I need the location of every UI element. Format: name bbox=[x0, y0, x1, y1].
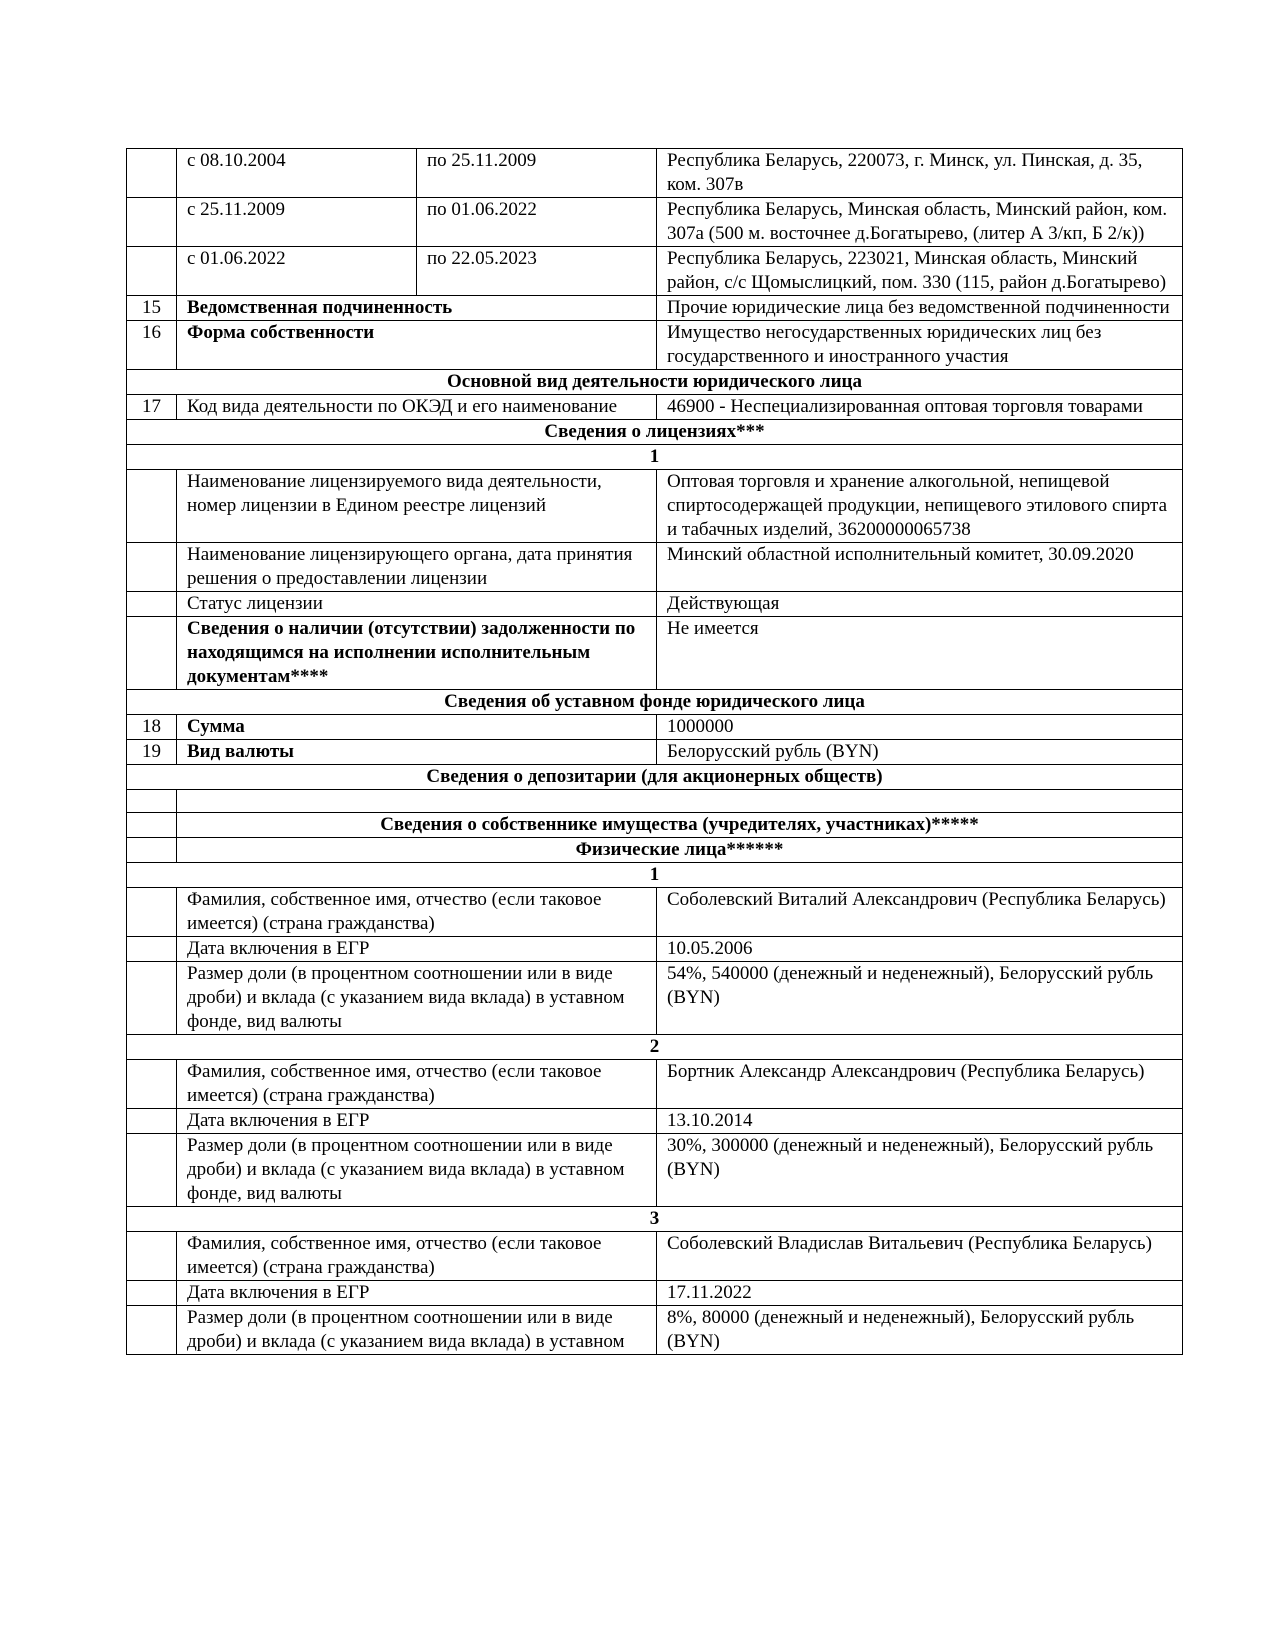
cell-empty bbox=[127, 543, 177, 592]
section-title: Сведения о лицензиях*** bbox=[127, 420, 1183, 445]
field-label: Фамилия, собственное имя, отчество (если таковое имеется) (страна гражданства) bbox=[177, 1232, 657, 1281]
cell-empty bbox=[127, 617, 177, 690]
address-to: по 01.06.2022 bbox=[417, 198, 657, 247]
cell-empty bbox=[127, 247, 177, 296]
field-value: Минский областной исполнительный комитет, 30.09.2020 bbox=[657, 543, 1183, 592]
field-value: Имущество негосударственных юридических лиц без государственного и иностранного участия bbox=[657, 321, 1183, 370]
row-number: 18 bbox=[127, 715, 177, 740]
field-value: 54%, 540000 (денежный и неденежный), Белорусский рубль (BYN) bbox=[657, 962, 1183, 1035]
field-label: Фамилия, собственное имя, отчество (если таковое имеется) (страна гражданства) bbox=[177, 1060, 657, 1109]
field-value: 46900 - Неспециализированная оптовая торговля товарами bbox=[657, 395, 1183, 420]
section-title: Основной вид деятельности юридического лица bbox=[127, 370, 1183, 395]
field-label: Наименование лицензирующего органа, дата принятия решения о предоставлении лицензии bbox=[177, 543, 657, 592]
person-fio-row bbox=[127, 888, 1183, 937]
person-fio-row bbox=[127, 1232, 1183, 1281]
address-from: с 25.11.2009 bbox=[177, 198, 417, 247]
field-label: Размер доли (в процентном соотношении или в виде дроби) и вклада (с указанием вида вклада) в уставном bbox=[177, 1306, 657, 1355]
license-index: 1 bbox=[127, 445, 1183, 470]
license-index-row bbox=[127, 445, 1183, 470]
field-label: Вид валюты bbox=[177, 740, 657, 765]
address-from: с 08.10.2004 bbox=[177, 149, 417, 198]
address-value: Республика Беларусь, 220073, г. Минск, ул. Пинская, д. 35, ком. 307в bbox=[657, 149, 1183, 198]
field-label: Дата включения в ЕГР bbox=[177, 937, 657, 962]
person-share-row bbox=[127, 1134, 1183, 1207]
cell-empty bbox=[127, 1109, 177, 1134]
row-number: 19 bbox=[127, 740, 177, 765]
cell-empty bbox=[127, 1281, 177, 1306]
field-value: 1000000 bbox=[657, 715, 1183, 740]
section-header-persons bbox=[127, 838, 1183, 863]
address-value: Республика Беларусь, Минская область, Минский район, ком. 307а (500 м. восточнее д.Богатырево, (литер А 3/кп, Б 2/к)) bbox=[657, 198, 1183, 247]
section-title: Физические лица****** bbox=[177, 838, 1183, 863]
field-label: Код вида деятельности по ОКЭД и его наименование bbox=[177, 395, 657, 420]
license-debt-row bbox=[127, 617, 1183, 690]
address-row bbox=[127, 198, 1183, 247]
person-index-row bbox=[127, 1207, 1183, 1232]
person-share-row bbox=[127, 1306, 1183, 1355]
field-value: 10.05.2006 bbox=[657, 937, 1183, 962]
cell-empty bbox=[127, 838, 177, 863]
field-label: Размер доли (в процентном соотношении или в виде дроби) и вклада (с указанием вида вклада) в уставном фонде, вид валюты bbox=[177, 1134, 657, 1207]
section-header-fund bbox=[127, 690, 1183, 715]
person-date-row bbox=[127, 1109, 1183, 1134]
field-label: Дата включения в ЕГР bbox=[177, 1281, 657, 1306]
row-number: 15 bbox=[127, 296, 177, 321]
field-label: Ведомственная подчиненность bbox=[177, 296, 657, 321]
section-header-activity bbox=[127, 370, 1183, 395]
field-label: Дата включения в ЕГР bbox=[177, 1109, 657, 1134]
cell-empty bbox=[127, 470, 177, 543]
item-15-row bbox=[127, 296, 1183, 321]
person-index: 1 bbox=[127, 863, 1183, 888]
cell-empty bbox=[177, 790, 1183, 813]
license-name-row bbox=[127, 470, 1183, 543]
section-header-owners bbox=[127, 813, 1183, 838]
depositary-empty-row bbox=[127, 790, 1183, 813]
address-row bbox=[127, 247, 1183, 296]
field-label: Сведения о наличии (отсутствии) задолженности по находящимся на исполнении исполнительным документам**** bbox=[177, 617, 657, 690]
address-from: с 01.06.2022 bbox=[177, 247, 417, 296]
cell-empty bbox=[127, 790, 177, 813]
cell-empty bbox=[127, 888, 177, 937]
item-18-row bbox=[127, 715, 1183, 740]
cell-empty bbox=[127, 813, 177, 838]
license-status-row bbox=[127, 592, 1183, 617]
field-value: Соболевский Виталий Александрович (Республика Беларусь) bbox=[657, 888, 1183, 937]
field-value: Белорусский рубль (BYN) bbox=[657, 740, 1183, 765]
address-value: Республика Беларусь, 223021, Минская область, Минский район, с/с Щомыслицкий, пом. 330 (115, район д.Богатырево) bbox=[657, 247, 1183, 296]
row-number: 16 bbox=[127, 321, 177, 370]
field-value: 13.10.2014 bbox=[657, 1109, 1183, 1134]
cell-empty bbox=[127, 1060, 177, 1109]
field-value: Бортник Александр Александрович (Республика Беларусь) bbox=[657, 1060, 1183, 1109]
address-to: по 25.11.2009 bbox=[417, 149, 657, 198]
section-header-depositary bbox=[127, 765, 1183, 790]
row-number: 17 bbox=[127, 395, 177, 420]
license-organ-row bbox=[127, 543, 1183, 592]
field-label: Наименование лицензируемого вида деятельности, номер лицензии в Едином реестре лицензий bbox=[177, 470, 657, 543]
person-fio-row bbox=[127, 1060, 1183, 1109]
field-value: Действующая bbox=[657, 592, 1183, 617]
cell-empty bbox=[127, 198, 177, 247]
person-share-row bbox=[127, 962, 1183, 1035]
address-to: по 22.05.2023 bbox=[417, 247, 657, 296]
cell-empty bbox=[127, 962, 177, 1035]
field-label: Фамилия, собственное имя, отчество (если таковое имеется) (страна гражданства) bbox=[177, 888, 657, 937]
field-label: Сумма bbox=[177, 715, 657, 740]
address-row bbox=[127, 149, 1183, 198]
cell-empty bbox=[127, 592, 177, 617]
person-date-row bbox=[127, 1281, 1183, 1306]
item-17-row bbox=[127, 395, 1183, 420]
field-value: 17.11.2022 bbox=[657, 1281, 1183, 1306]
person-index-row bbox=[127, 1035, 1183, 1060]
person-date-row bbox=[127, 937, 1183, 962]
field-value: Прочие юридические лица без ведомственной подчиненности bbox=[657, 296, 1183, 321]
field-value: Не имеется bbox=[657, 617, 1183, 690]
field-label: Размер доли (в процентном соотношении или в виде дроби) и вклада (с указанием вида вклада) в уставном фонде, вид валюты bbox=[177, 962, 657, 1035]
cell-empty bbox=[127, 1232, 177, 1281]
registry-table bbox=[126, 148, 1183, 1355]
field-value: Оптовая торговля и хранение алкогольной, непищевой спиртосодержащей продукции, непищевого этилового спирта и табачных изделий, 36200000065738 bbox=[657, 470, 1183, 543]
person-index-row bbox=[127, 863, 1183, 888]
field-value: 30%, 300000 (денежный и неденежный), Белорусский рубль (BYN) bbox=[657, 1134, 1183, 1207]
person-index: 3 bbox=[127, 1207, 1183, 1232]
cell-empty bbox=[127, 1134, 177, 1207]
cell-empty bbox=[127, 1306, 177, 1355]
section-title: Сведения о собственнике имущества (учредителях, участниках)***** bbox=[177, 813, 1183, 838]
section-header-licenses bbox=[127, 420, 1183, 445]
cell-empty bbox=[127, 149, 177, 198]
field-label: Статус лицензии bbox=[177, 592, 657, 617]
section-title: Сведения о депозитарии (для акционерных обществ) bbox=[127, 765, 1183, 790]
field-label: Форма собственности bbox=[177, 321, 657, 370]
cell-empty bbox=[127, 937, 177, 962]
field-value: Соболевский Владислав Витальевич (Республика Беларусь) bbox=[657, 1232, 1183, 1281]
person-index: 2 bbox=[127, 1035, 1183, 1060]
item-19-row bbox=[127, 740, 1183, 765]
item-16-row bbox=[127, 321, 1183, 370]
section-title: Сведения об уставном фонде юридического лица bbox=[127, 690, 1183, 715]
field-value: 8%, 80000 (денежный и неденежный), Белорусский рубль (BYN) bbox=[657, 1306, 1183, 1355]
